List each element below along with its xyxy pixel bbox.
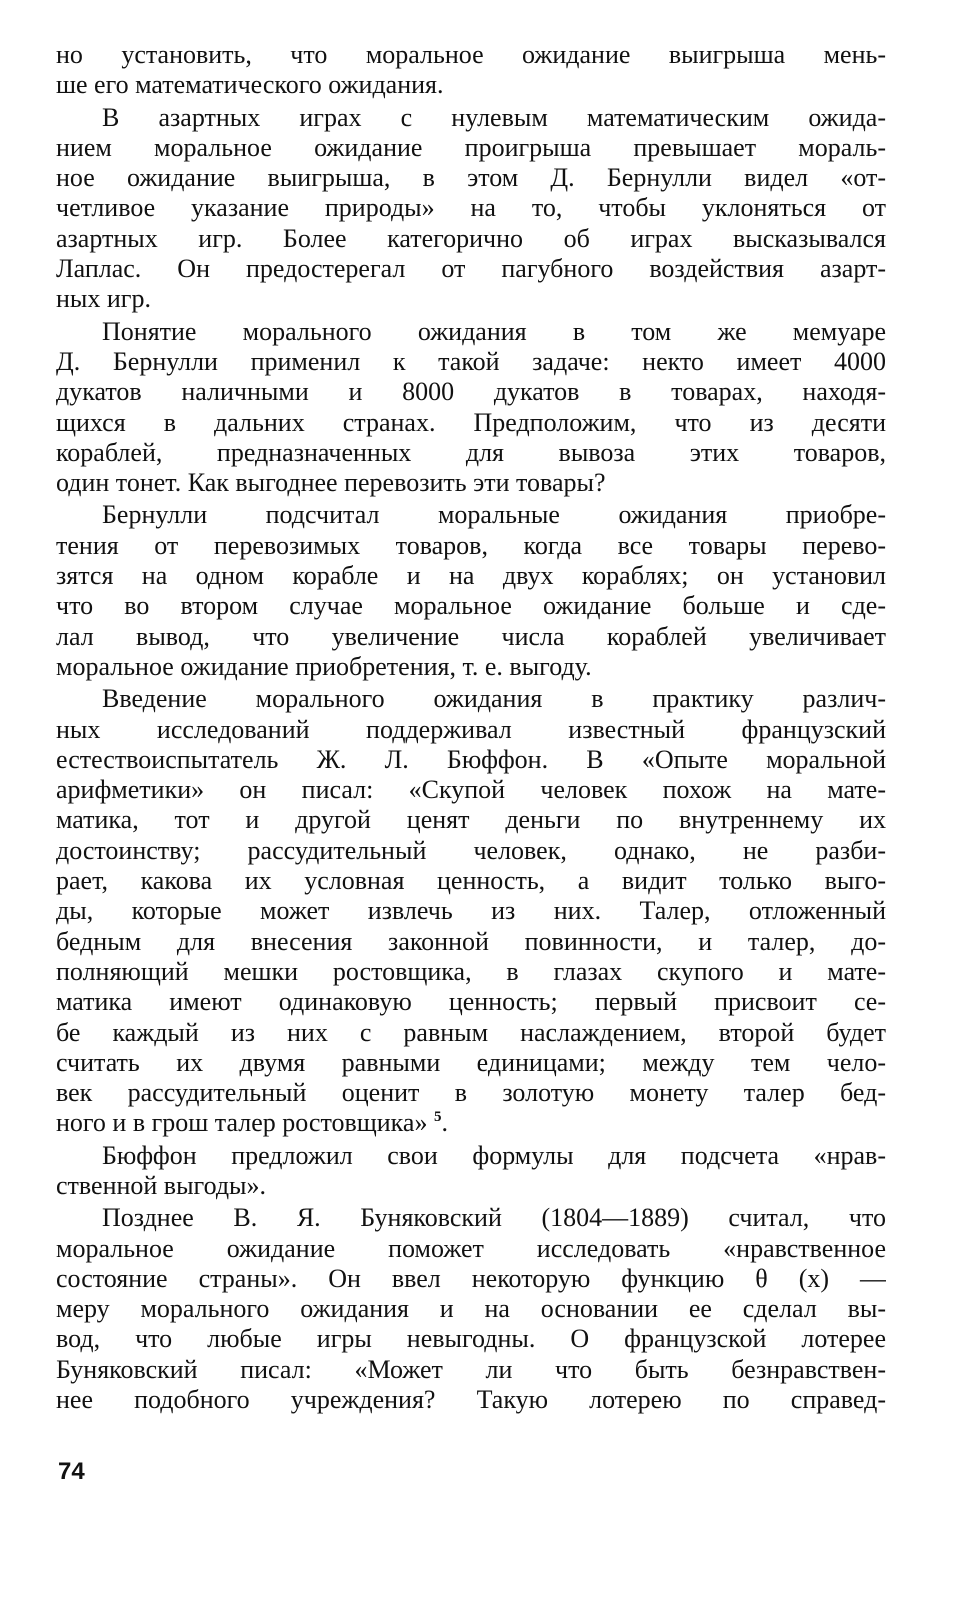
text-line: считать их двумя равными единицами; между тем чело-	[56, 1047, 886, 1077]
text-line: Бюффон предложил свои формулы для подсчета «нрав-	[102, 1140, 886, 1170]
footnote-mark: 5	[433, 1109, 442, 1126]
text-line: матика, тот и другой ценят деньги по внутреннему их	[56, 805, 886, 835]
text-line: Буняковский писал: «Может ли что быть безнравствен-	[56, 1354, 886, 1384]
text-line: Бернулли подсчитал моральные ожидания приобре-	[102, 500, 886, 530]
text-line: Введение морального ожидания в практику различ-	[102, 684, 886, 714]
text-line: ных исследований поддерживал известный французский	[56, 714, 886, 744]
text-line: арифметики» он писал: «Скупой человек похож на мате-	[56, 775, 886, 805]
text-line: меру морального ожидания и на основании ее сделал вы-	[56, 1294, 886, 1324]
text-line: кораблей, предназначенных для вывоза этих товаров,	[56, 437, 886, 467]
paragraph-7	[56, 1203, 886, 1415]
footnote-punctuation: .	[441, 1108, 448, 1138]
text-line: щихся в дальних странах. Предположим, что из десяти	[56, 407, 886, 437]
text-line: ных игр.	[56, 284, 151, 314]
text-line: бедным для внесения законной повинности, и талер, до-	[56, 926, 886, 956]
text-line: ды, которые может извлечь из них. Талер, отложенный	[56, 896, 886, 926]
text-line: нием моральное ожидание проигрыша превышает мораль-	[56, 132, 886, 162]
text-line: естествоиспытатель Ж. Л. Бюффон. В «Опыте моральной	[56, 744, 886, 774]
text-line: четливое указание природы» на то, чтобы уклоняться от	[56, 193, 886, 223]
text-line: ного и в грош талер ростовщика»	[56, 1108, 428, 1138]
text-line: полняющий мешки ростовщика, в глазах скупого и мате-	[56, 956, 886, 986]
text-line: Д. Бернулли применил к такой задаче: некто имеет 4000	[56, 346, 886, 376]
text-line: дукатов наличными и 8000 дукатов в товарах, находя-	[56, 377, 886, 407]
text-line: достоинству; рассудительный человек, однако, не разби-	[56, 835, 886, 865]
paragraph-2	[56, 103, 886, 315]
text-line: В азартных играх с нулевым математическим ожида-	[102, 102, 886, 132]
text-line: тения от перевозимых товаров, когда все товары перево-	[56, 530, 886, 560]
paragraph-5	[56, 684, 886, 1138]
text-line: зятся на одном корабле и на двух кораблях; он установил	[56, 561, 886, 591]
text-line: один тонет. Как выгоднее перевозить эти товары?	[56, 468, 606, 498]
text-line: ное ожидание выигрыша, в этом Д. Бернулли видел «от-	[56, 163, 886, 193]
text-line: век рассудительный оценит в золотую монету талер бед-	[56, 1078, 886, 1108]
text-line: ственной выгоды».	[56, 1170, 267, 1200]
text-column	[56, 40, 886, 1415]
text-line: Лаплас. Он предостерегал от пагубного воздействия азарт-	[56, 254, 886, 284]
text-line: моральное ожидание приобретения, т. е. выгоду.	[56, 651, 592, 681]
text-line: бе каждый из них с равным наслаждением, второй будет	[56, 1017, 886, 1047]
paragraph-6	[56, 1141, 886, 1202]
text-line: Позднее В. Я. Буняковский (1804—1889) считал, что	[102, 1203, 886, 1233]
text-line: что во втором случае моральное ожидание больше и сде-	[56, 591, 886, 621]
paragraph-1	[56, 40, 886, 101]
text-line: но установить, что моральное ожидание выигрыша мень-	[56, 40, 886, 69]
text-line: ше его математического ожидания.	[56, 70, 444, 100]
paragraph-3	[56, 317, 886, 499]
text-line: рает, какова их условная ценность, а видит только выго-	[56, 866, 886, 896]
text-line: состояние страны». Он ввел некоторую функцию θ (x) —	[56, 1263, 886, 1293]
paragraph-4	[56, 500, 886, 682]
text-line: матика имеют одинаковую ценность; первый присвоит се-	[56, 987, 886, 1017]
page-number: 74	[58, 1458, 85, 1485]
text-line: вод, что любые игры невыгодны. О французской лотерее	[56, 1324, 886, 1354]
text-line: моральное ожидание поможет исследовать «нравственное	[56, 1233, 886, 1263]
text-line: азартных игр. Более категорично об играх высказывался	[56, 223, 886, 253]
text-line: нее подобного учреждения? Такую лотерею по справед-	[56, 1385, 886, 1415]
text-line: Понятие морального ожидания в том же мемуаре	[102, 316, 886, 346]
page-body	[56, 40, 886, 1415]
text-line: лал вывод, что увеличение числа кораблей увеличивает	[56, 621, 886, 651]
